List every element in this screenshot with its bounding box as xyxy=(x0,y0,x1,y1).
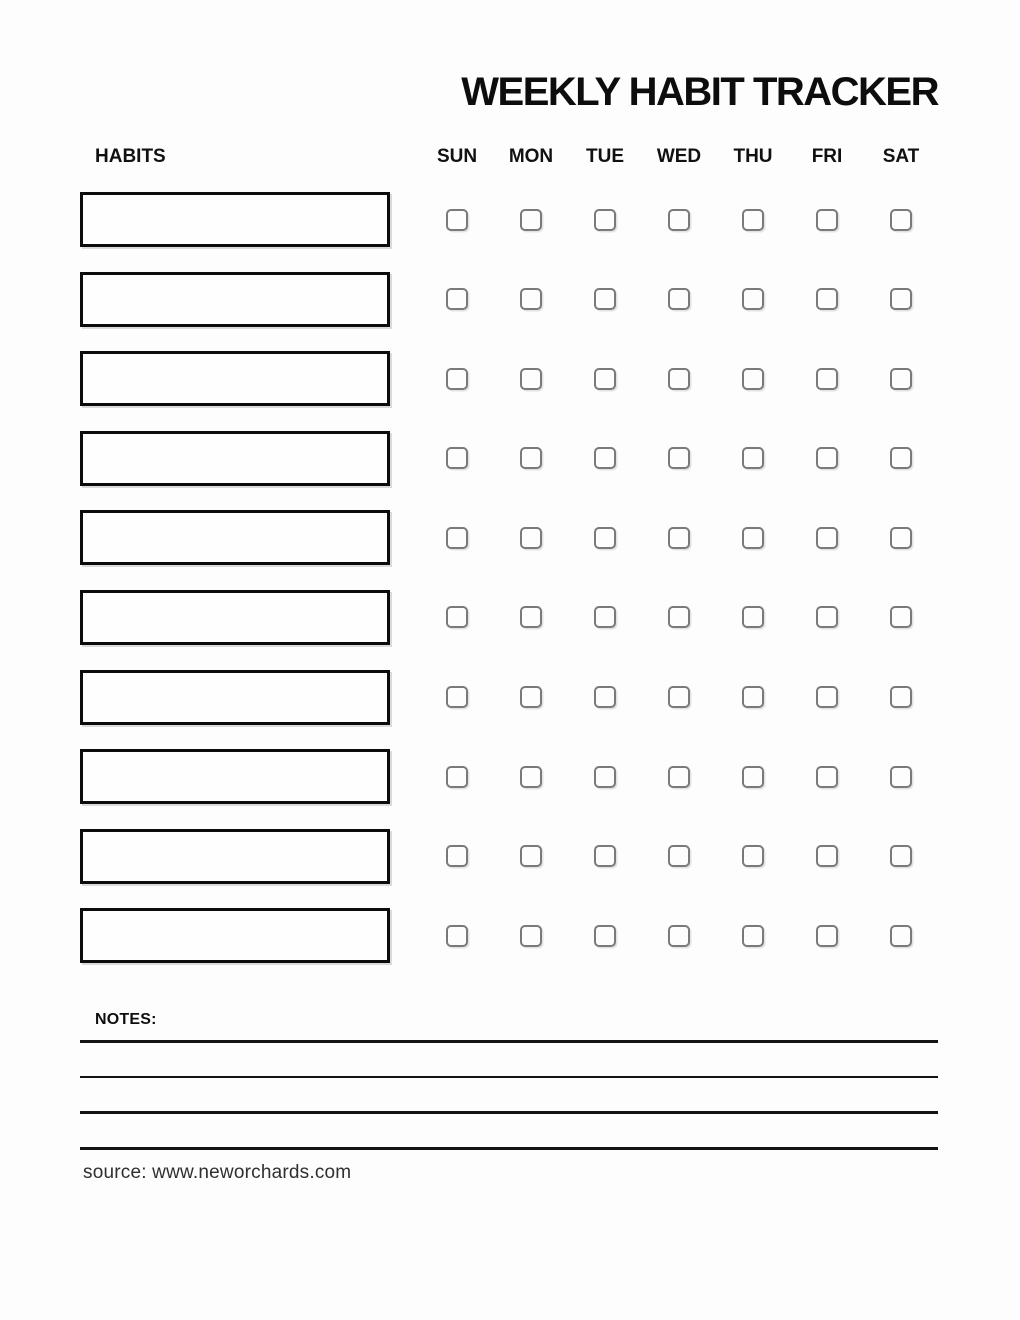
habit-checkbox-thu[interactable] xyxy=(742,527,764,549)
habit-checkbox-mon[interactable] xyxy=(520,606,542,628)
tracker-row xyxy=(0,192,1020,272)
habit-checkbox-sat[interactable] xyxy=(890,288,912,310)
habit-checkbox-tue[interactable] xyxy=(594,368,616,390)
habit-checkbox-wed[interactable] xyxy=(668,209,690,231)
notes-line[interactable] xyxy=(80,1147,938,1150)
habit-checkbox-sun[interactable] xyxy=(446,686,468,708)
habit-checkbox-thu[interactable] xyxy=(742,766,764,788)
day-header-sun: SUN xyxy=(436,146,478,167)
habits-column-header: HABITS xyxy=(95,146,166,167)
habit-checkbox-sat[interactable] xyxy=(890,368,912,390)
habit-checkbox-tue[interactable] xyxy=(594,447,616,469)
day-header-tue: TUE xyxy=(586,146,624,167)
habit-name-box[interactable] xyxy=(80,351,390,406)
habit-checkbox-thu[interactable] xyxy=(742,288,764,310)
tracker-row xyxy=(0,829,1020,909)
habit-checkbox-sun[interactable] xyxy=(446,845,468,867)
habit-checkbox-wed[interactable] xyxy=(668,447,690,469)
habit-checkbox-fri[interactable] xyxy=(816,368,838,390)
habit-checkbox-tue[interactable] xyxy=(594,606,616,628)
habit-checkbox-thu[interactable] xyxy=(742,925,764,947)
habit-checkbox-wed[interactable] xyxy=(668,686,690,708)
habit-name-box[interactable] xyxy=(80,829,390,884)
day-header-wed: WED xyxy=(656,146,702,167)
habit-checkbox-thu[interactable] xyxy=(742,845,764,867)
habit-checkbox-fri[interactable] xyxy=(816,766,838,788)
day-header-fri: FRI xyxy=(811,146,843,167)
habit-checkbox-mon[interactable] xyxy=(520,447,542,469)
habit-checkbox-sat[interactable] xyxy=(890,606,912,628)
habit-checkbox-sat[interactable] xyxy=(890,845,912,867)
habit-checkbox-fri[interactable] xyxy=(816,925,838,947)
habit-name-box[interactable] xyxy=(80,510,390,565)
habit-checkbox-thu[interactable] xyxy=(742,606,764,628)
habit-checkbox-wed[interactable] xyxy=(668,288,690,310)
habit-checkbox-tue[interactable] xyxy=(594,209,616,231)
notes-label: NOTES: xyxy=(95,1011,157,1028)
habit-checkbox-tue[interactable] xyxy=(594,925,616,947)
habit-checkbox-sun[interactable] xyxy=(446,606,468,628)
day-header-sat: SAT xyxy=(882,146,920,167)
habit-name-box[interactable] xyxy=(80,431,390,486)
day-header-thu: THU xyxy=(733,146,773,167)
habit-checkbox-thu[interactable] xyxy=(742,368,764,390)
habit-checkbox-tue[interactable] xyxy=(594,288,616,310)
habit-checkbox-tue[interactable] xyxy=(594,527,616,549)
habit-checkbox-wed[interactable] xyxy=(668,527,690,549)
habit-checkbox-sat[interactable] xyxy=(890,686,912,708)
habit-checkbox-sat[interactable] xyxy=(890,766,912,788)
habit-checkbox-sun[interactable] xyxy=(446,447,468,469)
habit-checkbox-wed[interactable] xyxy=(668,925,690,947)
tracker-row xyxy=(0,272,1020,352)
tracker-row xyxy=(0,351,1020,431)
habit-checkbox-sun[interactable] xyxy=(446,288,468,310)
habit-checkbox-sun[interactable] xyxy=(446,368,468,390)
tracker-row xyxy=(0,749,1020,829)
habit-checkbox-sun[interactable] xyxy=(446,766,468,788)
habit-checkbox-tue[interactable] xyxy=(594,686,616,708)
tracker-row xyxy=(0,908,1020,988)
habit-checkbox-mon[interactable] xyxy=(520,686,542,708)
habit-name-box[interactable] xyxy=(80,590,390,645)
habit-checkbox-sat[interactable] xyxy=(890,925,912,947)
habit-checkbox-sun[interactable] xyxy=(446,925,468,947)
habit-name-box[interactable] xyxy=(80,908,390,963)
tracker-row xyxy=(0,590,1020,670)
habit-checkbox-mon[interactable] xyxy=(520,766,542,788)
habit-checkbox-sat[interactable] xyxy=(890,527,912,549)
habit-checkbox-fri[interactable] xyxy=(816,606,838,628)
source-text: source: www.neworchards.com xyxy=(83,1162,352,1183)
habit-name-box[interactable] xyxy=(80,192,390,247)
habit-checkbox-sat[interactable] xyxy=(890,447,912,469)
habit-checkbox-fri[interactable] xyxy=(816,845,838,867)
tracker-row xyxy=(0,510,1020,590)
habit-checkbox-fri[interactable] xyxy=(816,288,838,310)
habit-checkbox-thu[interactable] xyxy=(742,686,764,708)
notes-line[interactable] xyxy=(80,1040,938,1043)
day-header-mon: MON xyxy=(508,146,554,167)
habit-checkbox-fri[interactable] xyxy=(816,686,838,708)
habit-checkbox-fri[interactable] xyxy=(816,527,838,549)
page-title: WEEKLY HABIT TRACKER xyxy=(461,70,938,114)
habit-checkbox-sun[interactable] xyxy=(446,209,468,231)
tracker-row xyxy=(0,431,1020,511)
habit-checkbox-wed[interactable] xyxy=(668,845,690,867)
notes-line[interactable] xyxy=(80,1111,938,1114)
habit-checkbox-thu[interactable] xyxy=(742,209,764,231)
tracker-rows xyxy=(0,192,1020,988)
tracker-row xyxy=(0,670,1020,750)
habit-checkbox-wed[interactable] xyxy=(668,368,690,390)
habit-checkbox-sat[interactable] xyxy=(890,209,912,231)
habit-name-box[interactable] xyxy=(80,272,390,327)
habit-checkbox-tue[interactable] xyxy=(594,845,616,867)
habit-checkbox-wed[interactable] xyxy=(668,766,690,788)
habit-checkbox-thu[interactable] xyxy=(742,447,764,469)
habit-checkbox-fri[interactable] xyxy=(816,447,838,469)
habit-name-box[interactable] xyxy=(80,749,390,804)
habit-checkbox-mon[interactable] xyxy=(520,527,542,549)
habit-checkbox-mon[interactable] xyxy=(520,209,542,231)
habit-checkbox-fri[interactable] xyxy=(816,209,838,231)
habit-checkbox-tue[interactable] xyxy=(594,766,616,788)
habit-checkbox-wed[interactable] xyxy=(668,606,690,628)
habit-checkbox-mon[interactable] xyxy=(520,925,542,947)
habit-checkbox-mon[interactable] xyxy=(520,288,542,310)
habit-name-box[interactable] xyxy=(80,670,390,725)
habit-checkbox-mon[interactable] xyxy=(520,845,542,867)
notes-line[interactable] xyxy=(80,1076,938,1079)
habit-checkbox-sun[interactable] xyxy=(446,527,468,549)
habit-checkbox-mon[interactable] xyxy=(520,368,542,390)
